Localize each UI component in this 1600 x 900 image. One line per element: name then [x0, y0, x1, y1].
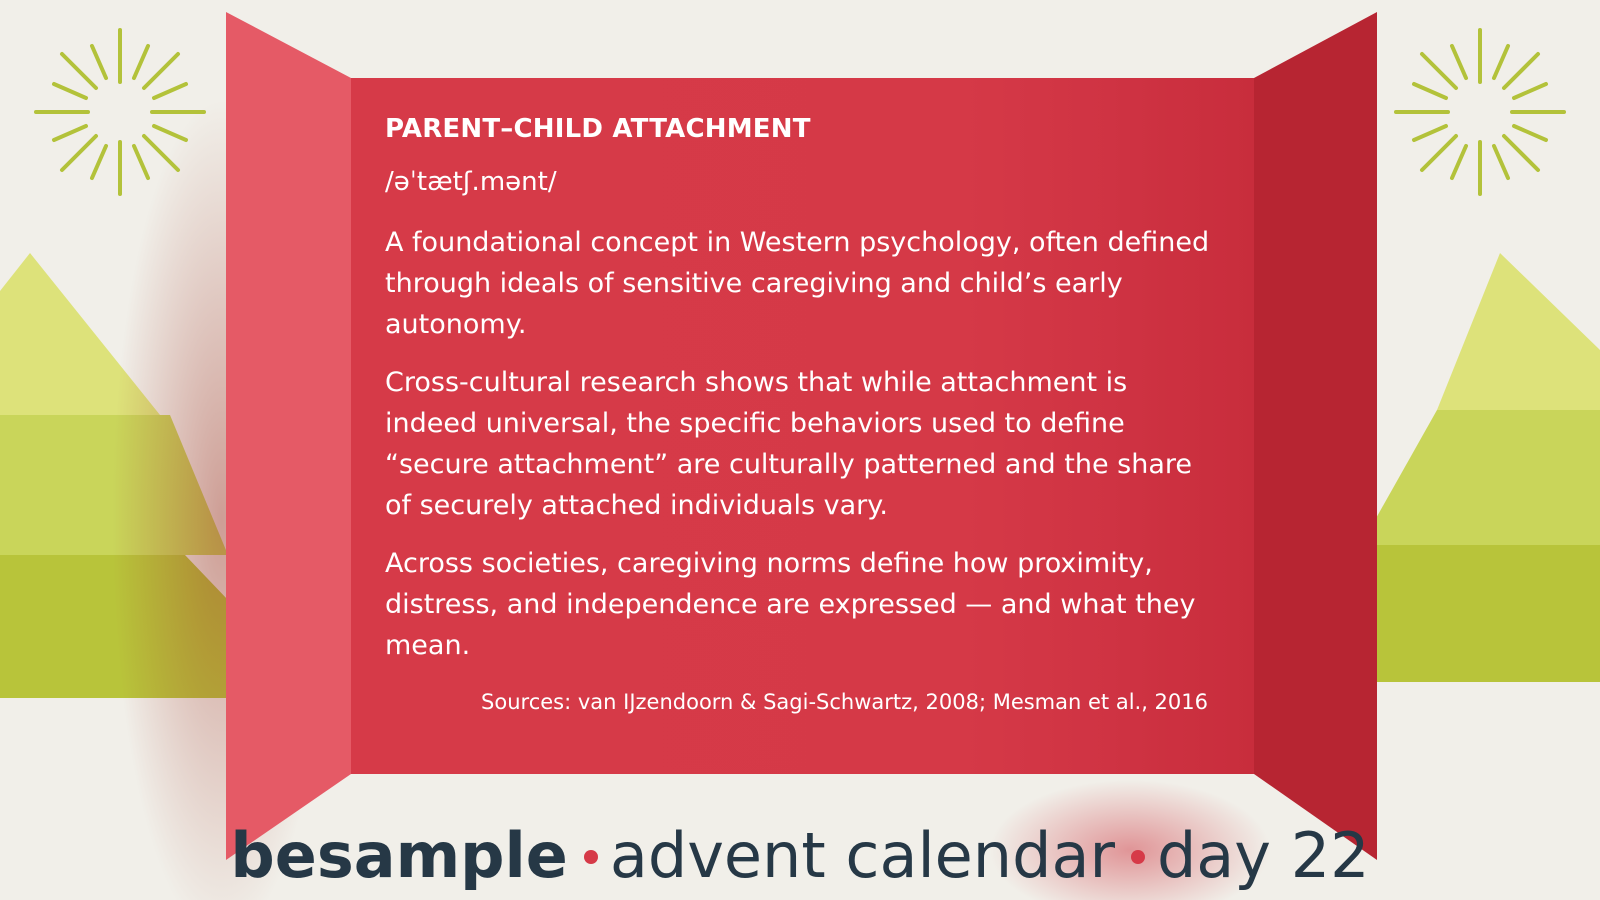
- footer-title: [0, 818, 1600, 894]
- right-door-panel: [1254, 12, 1377, 860]
- christmas-tree-icon: [1375, 253, 1600, 682]
- sources-citation: Sources: van IJzendoorn & Sagi-Schwartz, 2008; Mesman et al., 2016: [481, 690, 1208, 715]
- left-door-panel: [226, 12, 351, 860]
- brand-name: besample: [230, 819, 568, 892]
- definition-card: [351, 78, 1254, 774]
- term-title: PARENT–CHILD ATTACHMENT: [385, 114, 811, 144]
- definition-paragraph: A foundational concept in Western psychology, often defined through ideals of sensitive caregiving and child’s early autonomy.: [385, 227, 1210, 341]
- series-name: advent calendar: [609, 819, 1115, 892]
- norms-paragraph: Across societies, caregiving norms define how proximity, distress, and independence are expressed — and what they mean.: [385, 548, 1196, 662]
- separator-dot: [1131, 850, 1145, 864]
- research-paragraph: Cross-cultural research shows that while attachment is indeed universal, the specific behaviors used to define “secure attachment” are culturally patterned and the share of securely attached individuals vary.: [385, 367, 1192, 522]
- pronunciation: /əˈtætʃ.mənt/: [385, 167, 557, 198]
- day-label: day 22: [1156, 819, 1370, 892]
- sparkle-icon: [1396, 30, 1564, 194]
- separator-dot: [584, 850, 598, 864]
- sparkle-icon: [36, 30, 204, 194]
